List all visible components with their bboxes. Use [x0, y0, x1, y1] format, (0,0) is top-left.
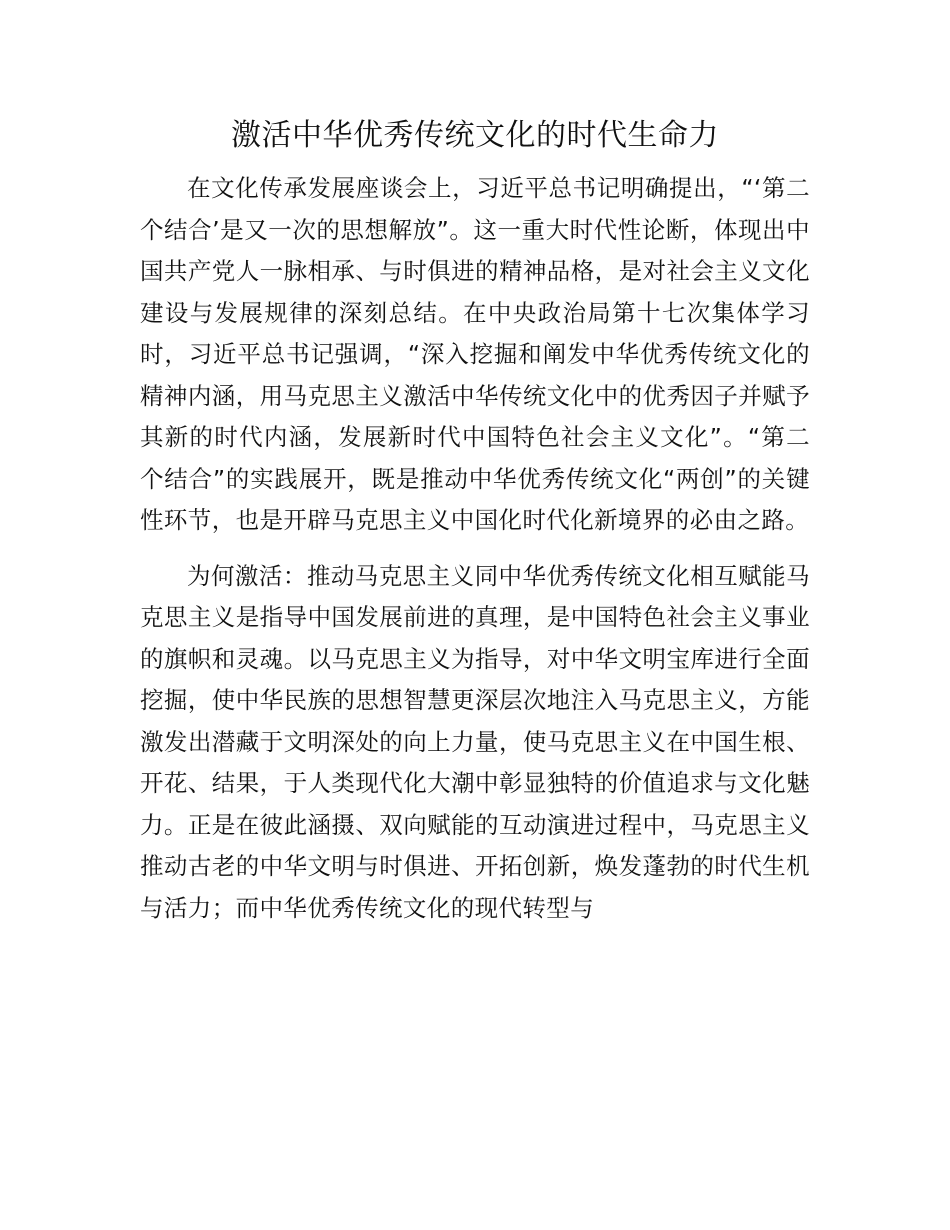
paragraph-2: 为何激活：推动马克思主义同中华优秀传统文化相互赋能马克思主义是指导中国发展前进的真理，是中国特色社会主义事业的旗帜和灵魂。以马克思主义为指导，对中华文明宝库进行全面挖掘，使中华民族的思想智慧更深层次地注入马克思主义，方能激发出潜藏于文明深处的向上力量，使马克思主义在中国生根、开花、结果，于人类现代化大潮中彰显独特的价值追求与文化魅力。正是在彼此涵摄、双向赋能的互动演进过程中，马克思主义推动古老的中华文明与时俱进、开拓创新，焕发蓬勃的时代生机与活力；而中华优秀传统文化的现代转型与	[140, 561, 810, 922]
document-title: 激活中华优秀传统文化的时代生命力	[231, 118, 719, 153]
paragraph-1: 在文化传承发展座谈会上，习近平总书记明确提出，“‘第二个结合’是又一次的思想解放”。这一重大时代性论断，体现出中国共产党人一脉相承、与时俱进的精神品格，是对社会主义文化建设与发展规律的深刻总结。在中央政治局第十七次集体学习时，习近平总书记强调，“深入挖掘和阐发中华优秀传统文化的精神内涵，用马克思主义激活中华传统文化中的优秀因子并赋予其新的时代内涵，发展新时代中国特色社会主义文化”。“第二个结合”的实践展开，既是推动中华优秀传统文化“两创”的关键性环节，也是开辟马克思主义中国化时代化新境界的必由之路。	[140, 174, 810, 534]
document-page	[140, 110, 810, 929]
